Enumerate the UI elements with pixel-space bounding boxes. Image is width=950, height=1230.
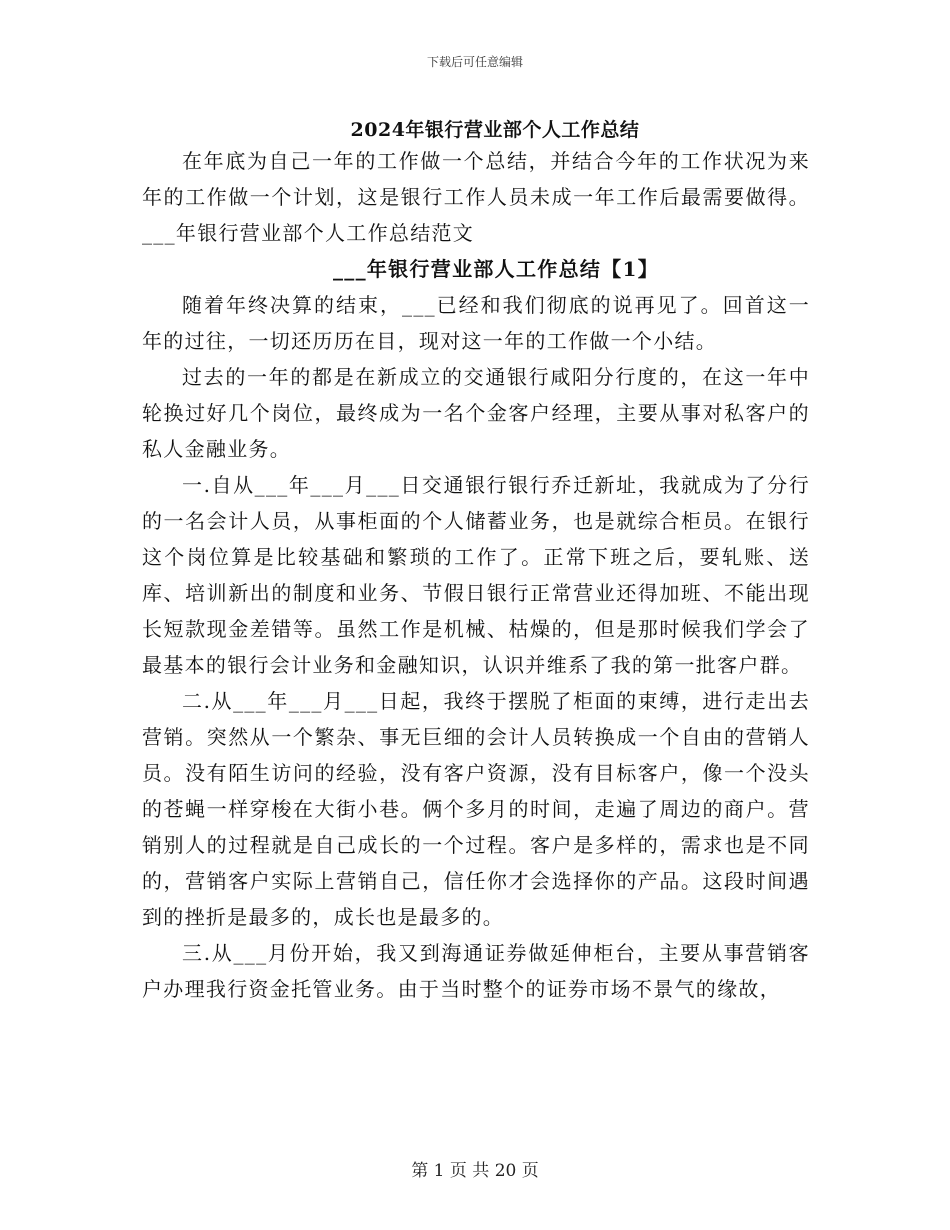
document-title: 2024年银行营业部个人工作总结	[350, 119, 640, 141]
document-body	[142, 143, 810, 1007]
body-paragraph: 一.自从___年___月___日交通银行银行乔迁新址，我就成为了分行的一名会计人员，从事柜面的个人储蓄业务，也是就综合柜员。在银行这个岗位算是比较基础和繁琐的工作了。正常下班之后，要轧账、送库、培训新出的制度和业务、节假日银行正常营业还得加班、不能出现长短款现金差错等。虽然工作是机械、枯燥的，但是那时候我们学会了最基本的银行会计业务和金融知识，认识并维系了我的第一批客户群。	[142, 473, 810, 677]
page-header-note: 下载后可任意编辑	[426, 55, 523, 69]
body-paragraph: 过去的一年的都是在新成立的交通银行咸阳分行度的，在这一年中轮换过好几个岗位，最终成为一名个金客户经理，主要从事对私客户的私人金融业务。	[142, 365, 810, 461]
body-paragraph: 随着年终决算的结束，___已经和我们彻底的说再见了。回首这一年的过往，一切还历历在目，现对这一年的工作做一个小结。	[142, 293, 810, 353]
page-number: 第 1 页 共 20 页	[411, 1161, 539, 1181]
body-paragraph: 三.从___月份开始，我又到海通证券做延伸柜台，主要从事营销客户办理我行资金托管业务。由于当时整个的证券市场不景气的缘故，	[142, 941, 810, 1001]
section-heading: ___年银行营业部人工作总结【1】	[332, 257, 659, 281]
body-paragraph: 二.从___年___月___日起，我终于摆脱了柜面的束缚，进行走出去营销。突然从一个繁杂、事无巨细的会计人员转换成一个自由的营销人员。没有陌生访问的经验，没有客户资源，没有目标客户，像一个没头的苍蝇一样穿梭在大街小巷。俩个多月的时间，走遍了周边的商户。营销别人的过程就是自己成长的一个过程。客户是多样的，需求也是不同的，营销客户实际上营销自己，信任你才会选择你的产品。这段时间遇到的挫折是最多的，成长也是最多的。	[142, 689, 810, 929]
intro-paragraph: 在年底为自己一年的工作做一个总结，并结合今年的工作状况为来年的工作做一个计划，这是银行工作人员未成一年工作后最需要做得。___年银行营业部个人工作总结范文	[142, 149, 810, 245]
